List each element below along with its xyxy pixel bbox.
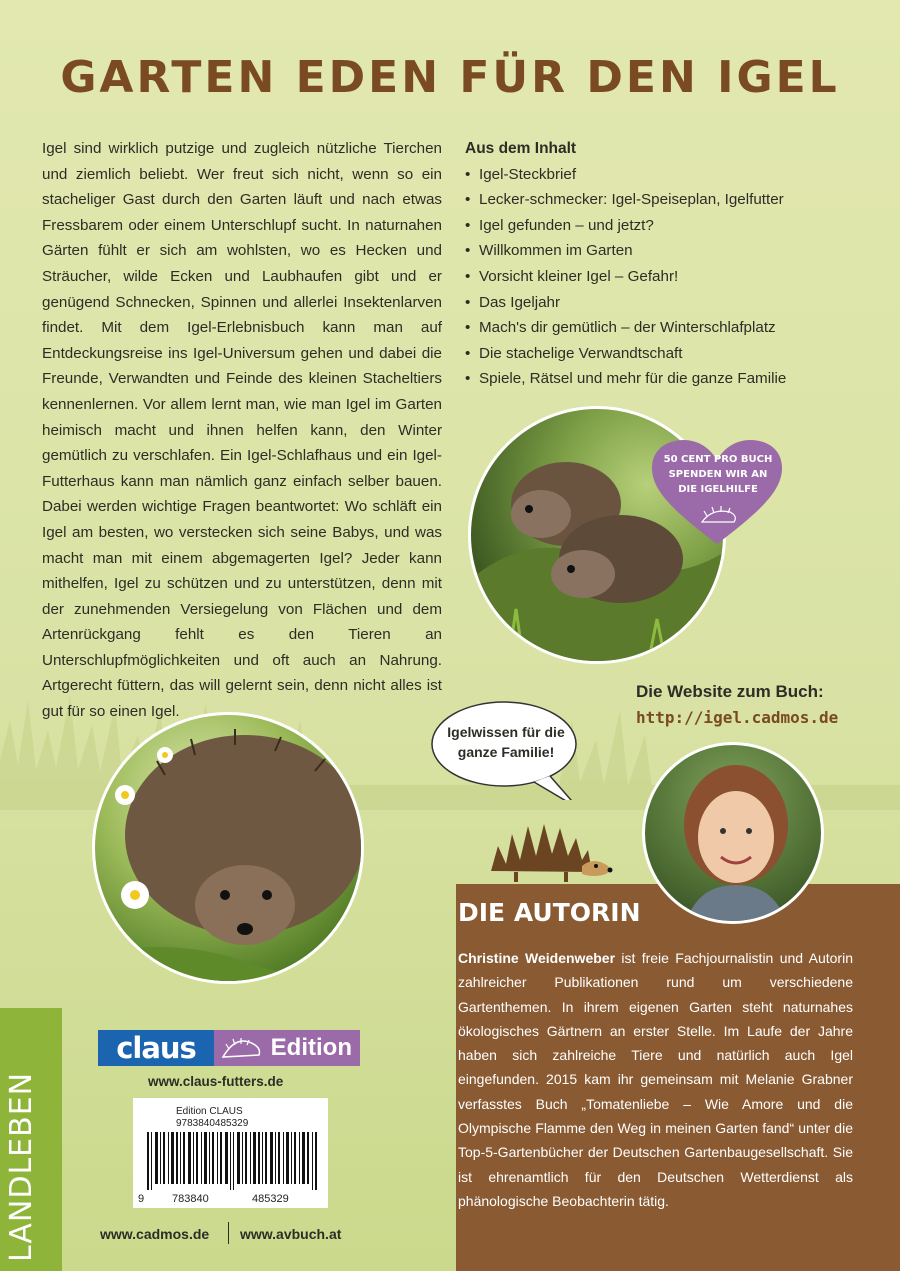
website-link[interactable]: http://igel.cadmos.de: [636, 708, 839, 727]
page-title: GARTEN EDEN FÜR DEN IGEL: [60, 52, 840, 103]
footer-link-avbuch[interactable]: www.avbuch.at: [240, 1226, 342, 1242]
author-portrait: [642, 742, 824, 924]
intro-text: Igel sind wirklich putzige und zugleich nützliche Tierchen und ziemlich beliebt. Wer freut sich nicht, wenn so ein stacheliger Gast durch den Garten läuft und nach etwas Fressbarem oder einem Unterschlupf sucht. In naturnahen Gärten fühlt er sich am wohlsten, wo es Hecken und Sträucher, wilde Ecken und Laubhaufen gibt und er genügend Schnecken, Spinnen und allerlei Insektenlarven findet. Mit dem Igel-Erlebnisbuch kann man auf Entdeckungsreise ins Igel-Universum gehen und dabei die Freunde, Verwandten und Feinde des kleinen Stacheltiers kennenlernen. Vor allem lernt man, wie man Igel im Garten heimisch macht und ihnen helfen kann, den Winter gemütlich zu verschlafen. Ein Igel-Schlafhaus und ein Igel-Futterhaus kann man nämlich ganz einfach selber bauen. Dabei werden wichtige Fragen beantwortet: Wo schläft ein Igel am besten, wo verstecken sich seine Babys, und was macht man mit einem abgemagerten Igel? Jeder kann mithelfen, Igel zu schützen und zu unterstützen, denn mit der zunehmenden Versiegelung von Flächen und dem Artenrückgang fehlt es den Tieren an Unterschlupfmöglichkeiten und oft auch an Nahrung. Artgerecht füttern, das will gelernt sein, denn nicht alles ist gut für so einen Igel.: [42, 140, 442, 721]
table-of-contents: [465, 136, 875, 392]
donation-text: 50 CENT PRO BUCH SPENDEN WIR AN DIE IGELHILFE: [663, 454, 773, 495]
speech-bubble-text: Igelwissen für die ganze Familie!: [447, 724, 565, 760]
toc-item: • Spiele, Rätsel und mehr für die ganze Familie: [465, 366, 875, 392]
toc-heading: Aus dem Inhalt: [465, 140, 577, 157]
toc-item: • Das Igeljahr: [465, 290, 875, 316]
series-label: LANDLEBEN: [4, 1071, 39, 1262]
author-bio: [458, 946, 853, 1213]
barcode-digits-mid: 783840: [172, 1193, 209, 1205]
footer-link-cadmos[interactable]: www.cadmos.de: [100, 1226, 210, 1242]
hedgehog-daisy-illustration: [95, 715, 364, 984]
barcode-digits-end: 485329: [252, 1193, 289, 1205]
toc-item: • Vorsicht kleiner Igel – Gefahr!: [465, 264, 875, 290]
claus-brand: claus: [98, 1030, 214, 1066]
barcode-bars: [147, 1132, 317, 1190]
toc-item: • Igel gefunden – und jetzt?: [465, 213, 875, 239]
claus-website-link[interactable]: www.claus-futters.de: [148, 1074, 284, 1089]
author-name: Christine Weidenweber: [458, 950, 616, 966]
author-bio-text: ist freie Fachjournalistin und Autorin zahlreicher Publikationen rund um verschiedene Gartenthemen. In ihrem eigenen Garten steht naturnahes ökologisches Gärtnern an erster Stelle. Im Laufe der Jahre haben sich zahlreiche Tiere und natürlich auch Igel eingefunden. 2015 kam ihr gemeinsam mit Melanie Grabner verfasstes Buch „Tomatenliebe – Wie Amore und die Olympische Flamme den Weg in meinen Garten fand“ unter die Top-5-Gartenbücher der Deutschen Gartenbaugesellschaft. Sie ist ehrenamtlich für den Deutschen Wetterdienst als phänologische Beobachterin tätig.: [458, 950, 853, 1209]
edition-label: Edition: [270, 1034, 352, 1061]
footer-divider: [228, 1222, 229, 1244]
toc-item: • Willkommen im Garten: [465, 238, 875, 264]
barcode-digit-first: 9: [138, 1193, 145, 1205]
barcode-publisher: Edition CLAUS: [176, 1106, 243, 1117]
toc-item: • Igel-Steckbrief: [465, 162, 875, 188]
hedgehog-logo-icon: [219, 1035, 265, 1061]
hedgehog-daisy-photo: [92, 712, 364, 984]
website-label: Die Website zum Buch:: [636, 682, 824, 701]
toc-list: [465, 162, 875, 392]
author-heading: DIE AUTORIN: [458, 898, 641, 927]
toc-item: • Lecker-schmecker: Igel-Speiseplan, Igelfutter: [465, 187, 875, 213]
barcode-isbn: 9783840485329: [176, 1118, 249, 1129]
claus-edition-logo: [98, 1030, 360, 1066]
edition-badge: [214, 1030, 360, 1066]
hedgehog-icon: [486, 816, 616, 886]
toc-item: • Mach's dir gemütlich – der Winterschlafplatz: [465, 315, 875, 341]
author-portrait-illustration: [645, 745, 824, 924]
toc-item: • Die stachelige Verwandtschaft: [465, 341, 875, 367]
